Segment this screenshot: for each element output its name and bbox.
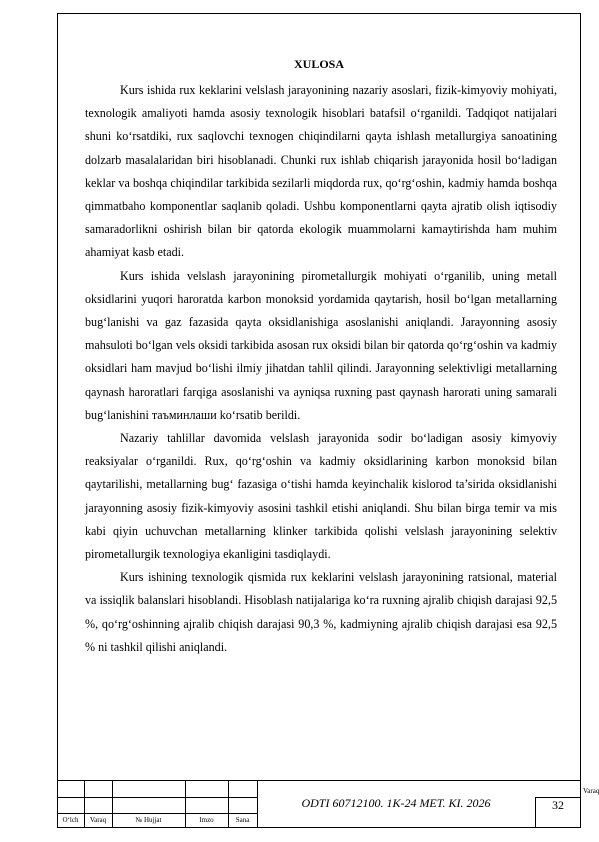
stamp-row-line (57, 813, 257, 814)
col-label-olch: O‘lch (62, 816, 79, 824)
stamp-row-line (57, 797, 257, 798)
col-label-imzo: Imzo (199, 816, 214, 824)
paragraph: Kurs ishining texnologik qismida rux keklarini velslash jarayonining ratsional, material va issiqlik balanslari hisoblandi. Hisoblash natijalariga ko‘ra ruxning ajralib chiqish darajasi 92,5 %, qo‘rg‘oshinning ajralib chiqish darajasi 90,3 %, kadmiyning ajralib chiqish darajasi esa 92,5 % ni tashkil qilishi aniqlandi. (85, 570, 557, 654)
paragraph: Kurs ishida rux keklarini velslash jarayonining nazariy asoslari, fizik-kimyoviy mohiyati, texnologik amaliyoti hamda asosiy texnologik hisoblari batafsil o‘rganildi. Tadqiqot natijalari shuni ko‘rsatdiki, rux saqlovchi texnogen chiqindilarni qayta ishlash metallurgiya sanoatining dolzarb masalalaridan biri hisoblanadi. Chunki rux ishlab chiqarish jarayonida hosil bo‘ladigan keklar va boshqa chiqindilar tarkibida sezilarli miqdorda rux, qo‘rg‘oshin, kadmiy hamda boshqa qimmatbaho komponentlar saqlanib qoladi. Ushbu komponentlarni qayta ajratib olish iqtisodiy samaradorlikni oshirish bilan bir qatorda ekologik muammolarni kamaytirishda ham muhim ahamiyat kasb etadi. (85, 83, 557, 260)
document-code: ODTI 60712100. 1K-24 MET. KI. 2026 (301, 796, 491, 810)
col-label-sana: Sana (235, 816, 250, 824)
paragraph: Kurs ishida velslash jarayonining pirometallurgik mohiyati o‘rganilib, uning metall oksidlarini yuqori haroratda karbon monoksid yordamida qaytarish, hosil bo‘lgan metallarning bug‘lanishi va gaz fazasida qayta oksidlanishiga asoslanishi aniqlandi. Jarayonning asosiy mahsuloti bo‘lgan vels oksidi tarkibida asosan rux oksidi bilan bir qatorda qo‘rg‘oshin va kadmiy oksidlari ham mavjud bo‘lishi ilmiy jihatdan tahlil qilindi. Jarayonning selektivligi metallarning qaynash haroratlari farqiga asoslanishi va ayniqsa ruxning past qaynash harorati uning samarali bug‘lanishini таъминлаши ko‘rsatib berildi. (85, 268, 557, 422)
col-label-varaq: Varaq (89, 816, 107, 824)
paragraph: Nazariy tahlillar davomida velslash jarayonida sodir bo‘ladigan asosiy kimyoviy reaksiyalar o‘rganildi. Rux, qo‘rg‘oshin va kadmiy oksidlarining karbon monoksid bilan qaytarilishi, metallarning bug‘ fazasiga o‘tishi hamda keyinchalik kislorod ta’sirida oksidlanishi jarayonning asosiy fizik-kimyoviy asosini tashkil etishi aniqlandi. Shu bilan birga temir va mis kabi qiyin uchuvchan metallarning klinker tarkibida qolishi velslash jarayonining selektiv pirometallurgik texnologiya ekanligini tasdiqlaydi. (85, 431, 557, 562)
page-number: 32 (552, 798, 564, 812)
col-label-hujjat: № Hujjat (135, 816, 162, 824)
sheet-label: Varaq (583, 787, 599, 795)
title-block (57, 780, 599, 828)
document-body (85, 79, 557, 659)
document-title: XULOSA (293, 57, 344, 71)
